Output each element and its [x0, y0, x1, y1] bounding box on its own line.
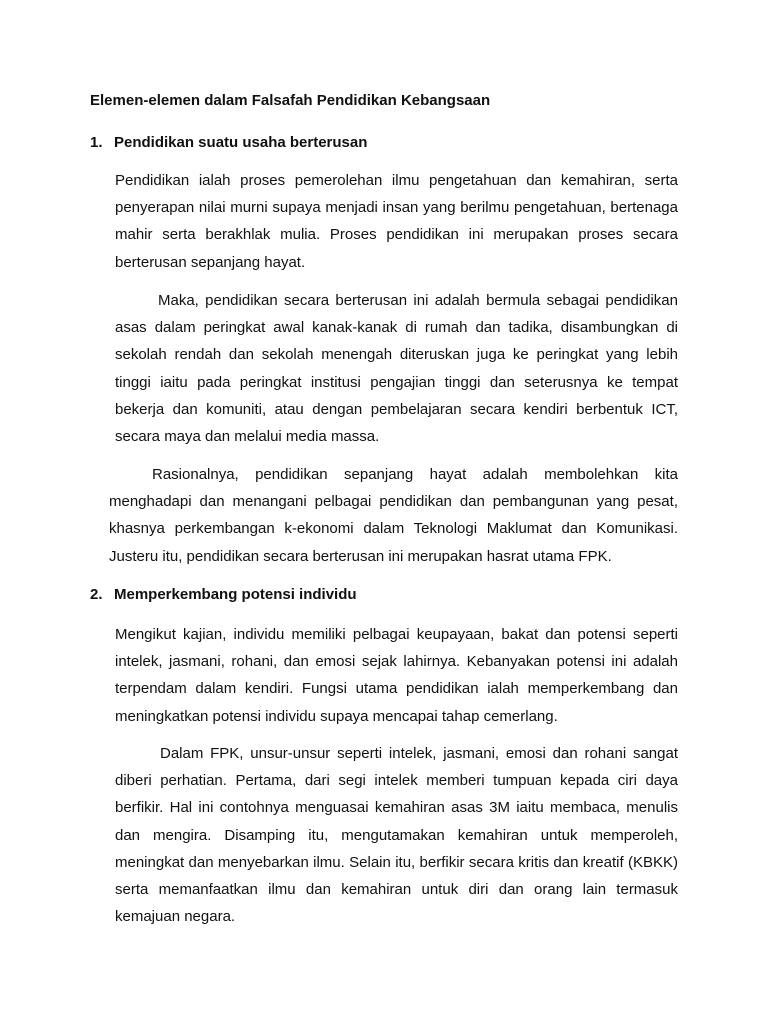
paragraph: Mengikut kajian, individu memiliki pelbagai keupayaan, bakat dan potensi seperti intelek, jasmani, rohani, dan emosi sejak lahirnya. Kebanyakan potensi ini adalah terpendam dalam kendiri. Fungsi utama pendidikan ialah memperkembang dan meningkatkan potensi individu supaya mencapai tahap cemerlang. — [115, 626, 678, 725]
paragraph: Maka, pendidikan secara berterusan ini adalah bermula sebagai pendidikan asas dalam peringkat awal kanak-kanak di rumah dan tadika, disambungkan di sekolah rendah dan sekolah menengah diteruskan juga ke peringkat yang lebih tinggi iaitu pada peringkat institusi pengajian tinggi dan seterusnya ke tempat bekerja dan komuniti, atau dengan pembelajaran secara kendiri berbentuk ICT, secara maya dan melalui media massa. — [115, 292, 678, 446]
section-number: 2. — [90, 586, 103, 603]
paragraph: Dalam FPK, unsur-unsur seperti intelek, jasmani, emosi dan rohani sangat diberi perhatian. Pertama, dari segi intelek memberi tumpuan kepada ciri daya berfikir. Hal ini contohnya menguasai kemahiran asas 3M iaitu membaca, menulis dan mengira. Disamping itu, mengutamakan kemahiran untuk memperoleh, meningkat dan menyebarkan ilmu. Selain itu, berfikir secara kritis dan kreatif (KBKK) serta memanfaatkan ilmu dan kemahiran untuk diri dan orang lain termasuk kemajuan negara. — [115, 745, 678, 926]
document-title: Elemen-elemen dalam Falsafah Pendidikan Kebangsaan — [90, 92, 491, 109]
section-heading-2 — [90, 585, 357, 605]
paragraph: Pendidikan ialah proses pemerolehan ilmu pengetahuan dan kemahiran, serta penyerapan nilai murni supaya menjadi insan yang berilmu pengetahuan, bertenaga mahir serta berakhlak mulia. Proses pendidikan ini merupakan proses secara berterusan sepanjang hayat. — [115, 172, 678, 271]
section-number: 1. — [90, 134, 103, 151]
paragraph: Rasionalnya, pendidikan sepanjang hayat adalah membolehkan kita menghadapi dan menangani pelbagai pendidikan dan pembangunan yang pesat, khasnya perkembangan k-ekonomi dalam Teknologi Maklumat dan Komunikasi. Justeru itu, pendidikan secara berterusan ini merupakan hasrat utama FPK. — [109, 466, 678, 565]
section-title: Memperkembang potensi individu — [114, 586, 357, 603]
section-title: Pendidikan suatu usaha berterusan — [114, 134, 368, 151]
section-heading-1 — [90, 133, 367, 153]
